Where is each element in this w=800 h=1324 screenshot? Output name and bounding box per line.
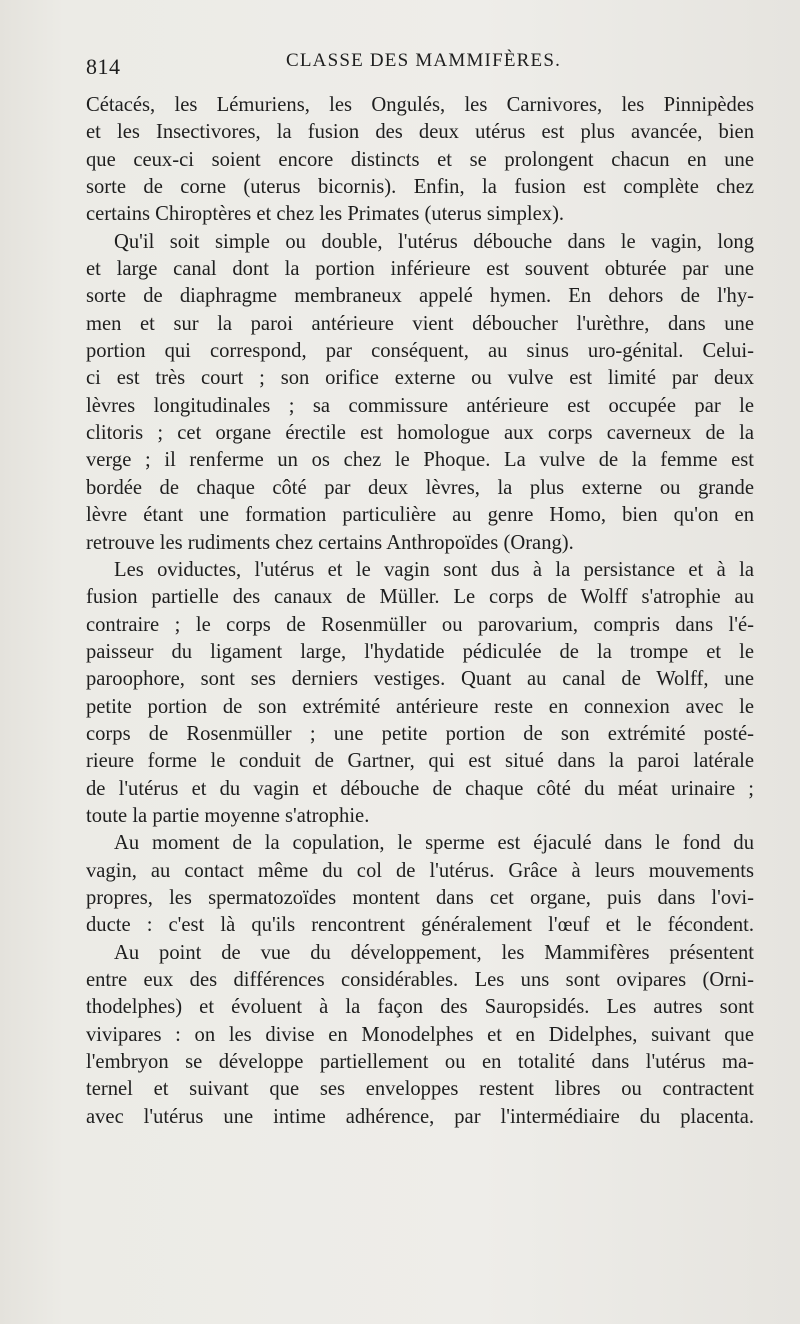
text-line: ducte : c'est là qu'ils rencontrent généralement l'œuf et le fécondent.	[86, 914, 754, 937]
paragraph	[86, 229, 754, 557]
page-header	[86, 48, 748, 78]
text-line: toute la partie moyenne s'atrophie.	[86, 804, 370, 827]
paragraph	[86, 557, 754, 830]
paragraph	[86, 830, 754, 939]
text-line: thodelphes) et évoluent à la façon des Sauropsidés. Les autres sont	[86, 996, 754, 1019]
text-line: que ceux-ci soient encore distincts et se prolongent chacun en une	[86, 148, 754, 171]
text-line: de l'utérus et du vagin et débouche de chaque côté du méat urinaire ;	[86, 777, 754, 800]
text-line: lèvre étant une formation particulière au genre Homo, bien qu'on en	[86, 504, 754, 527]
text-line: bordée de chaque côté par deux lèvres, la plus externe ou grande	[86, 476, 754, 499]
text-line: propres, les spermatozoïdes montent dans cet organe, puis dans l'ovi-	[86, 886, 754, 909]
text-line: Qu'il soit simple ou double, l'utérus débouche dans le vagin, long	[114, 230, 754, 253]
text-line: contraire ; le corps de Rosenmüller ou parovarium, compris dans l'é-	[86, 613, 754, 636]
text-line: ci est très court ; son orifice externe ou vulve est limité par deux	[86, 367, 754, 390]
text-line: l'embryon se développe partiellement ou en totalité dans l'utérus ma-	[86, 1051, 754, 1074]
text-line: sorte de corne (uterus bicornis). Enfin, la fusion est complète chez	[86, 176, 754, 199]
text-line: men et sur la paroi antérieure vient déboucher l'urèthre, dans une	[86, 312, 754, 335]
paragraph	[86, 92, 754, 229]
text-line: portion qui correspond, par conséquent, au sinus uro-génital. Celui-	[86, 340, 754, 363]
text-line: paroophore, sont ses derniers vestiges. Quant au canal de Wolff, une	[86, 668, 754, 691]
text-line: sorte de diaphragme membraneux appelé hymen. En dehors de l'hy-	[86, 285, 754, 308]
text-line: entre eux des différences considérables. Les uns sont ovipares (Orni-	[86, 969, 754, 991]
text-line: retrouve les rudiments chez certains Anthropoïdes (Orang).	[86, 531, 574, 554]
text-line: verge ; il renferme un os chez le Phoque. La vulve de la femme est	[86, 449, 754, 472]
text-line: rieure forme le conduit de Gartner, qui est situé dans la paroi latérale	[86, 750, 754, 773]
text-line: avec l'utérus une intime adhérence, par l'intermédiaire du placenta.	[86, 1105, 754, 1128]
text-line: petite portion de son extrémité antérieure reste en connexion avec le	[86, 695, 754, 718]
text-line: vivipares : on les divise en Monodelphes et en Didelphes, suivant que	[86, 1023, 754, 1046]
text-line: certains Chiroptères et chez les Primates (uterus simplex).	[86, 203, 565, 226]
text-line: lèvres longitudinales ; sa commissure antérieure est occupée par le	[86, 394, 754, 417]
paragraph	[86, 940, 754, 1131]
text-line: paisseur du ligament large, l'hydatide pédiculée de la trompe et le	[86, 640, 754, 663]
text-line: Au moment de la copulation, le sperme est éjaculé dans le fond du	[114, 832, 754, 855]
text-line: clitoris ; cet organe érectile est homologue aux corps caverneux de la	[86, 422, 754, 445]
page-number: 814	[86, 54, 121, 79]
text-line: vagin, au contact même du col de l'utérus. Grâce à leurs mouvements	[86, 859, 754, 882]
text-line: Au point de vue du développement, les Mammifères présentent	[114, 941, 754, 964]
text-line: corps de Rosenmüller ; une petite portion de son extrémité posté-	[86, 722, 754, 745]
running-title: CLASSE DES MAMMIFÈRES.	[286, 50, 562, 71]
text-line: Les oviductes, l'utérus et le vagin sont dus à la persistance et à la	[114, 558, 754, 581]
text-line: et large canal dont la portion inférieure est souvent obturée par une	[86, 258, 754, 281]
body-text	[86, 92, 754, 1131]
text-line: Cétacés, les Lémuriens, les Ongulés, les Carnivores, les Pinnipèdes	[86, 94, 754, 116]
text-line: et les Insectivores, la fusion des deux utérus est plus avancée, bien	[86, 121, 754, 144]
text-line: fusion partielle des canaux de Müller. Le corps de Wolff s'atrophie au	[86, 586, 754, 609]
text-line: ternel et suivant que ses enveloppes restent libres ou contractent	[86, 1078, 754, 1101]
